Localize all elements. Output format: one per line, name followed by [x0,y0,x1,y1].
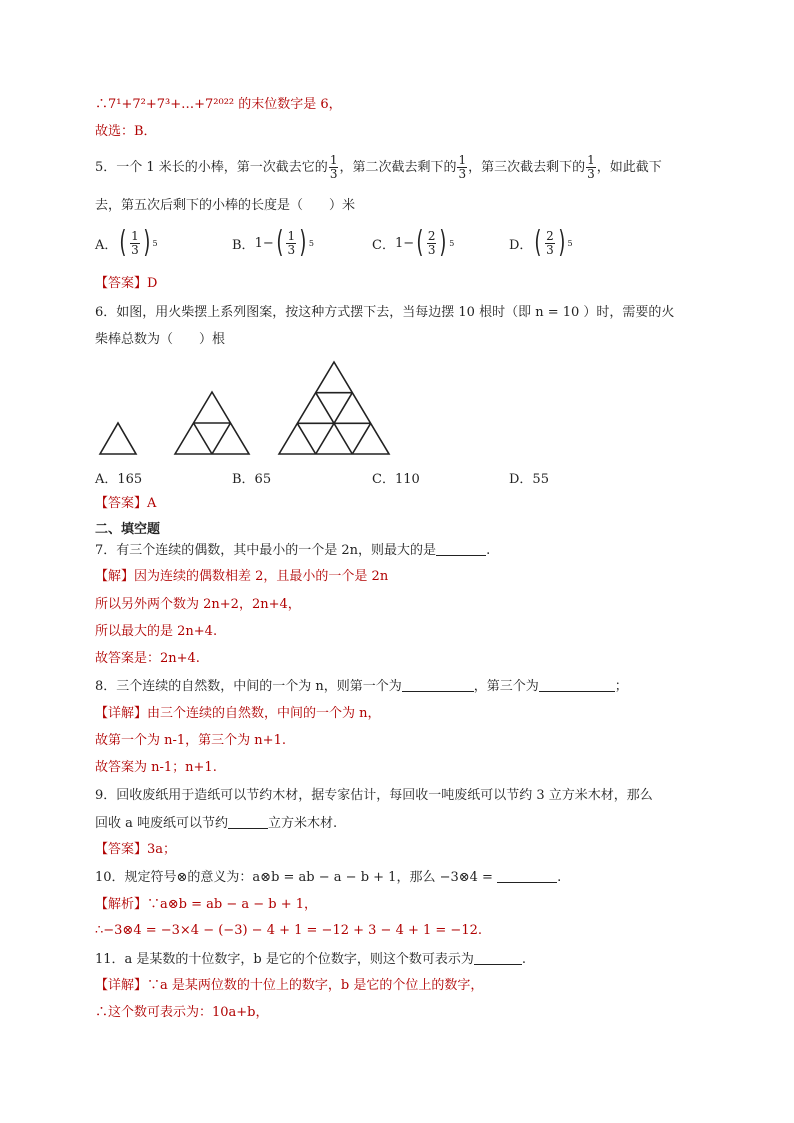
question-6-stem: 6．如图，用火柴摆上系列图案，按这种方式摆下去，当每边摆 10 根时（即 n = 10 ）时，需要的火 [95,305,675,320]
triangle-pattern-2 [175,392,249,454]
option-b: B． 1− ( $\frac{1}{3}$ ) 5 [232,225,314,260]
question-5-stem: 5．一个 1 米长的小棒，第一次截去它的 $\frac{1}{3}$ ，第二次截去剩下的 $\frac{1}{3}$ ，第三次截去剩下的 $\frac{1}{3}$ ，如此截下 [95,153,662,181]
answer-blank [402,677,474,692]
question-9-stem: 9．回收废纸用于造纸可以节约木材，据专家估计，每回收一吨废纸可以节约 3 立方米木材，那么 [95,788,653,803]
triangle-pattern-3 [279,362,389,454]
triangle-pattern-1 [100,423,136,454]
solution-line: 故答案为 n-1；n+1. [95,760,217,775]
question-7-stem: 7．有三个连续的偶数，其中最小的一个是 2n，则最大的是 . [95,543,491,558]
answer-blank [539,677,615,692]
answer-blank [228,814,268,829]
solution-line: ∴7¹+7²+7³+…+7²⁰²² 的末位数字是 6， [95,97,342,112]
solution-line: 故答案是：2n+4. [95,651,200,666]
option-d: D．55 [509,472,549,487]
solution-line: ∴−3⊗4 = −3×4 − (−3) − 4 + 1 = −12 + 3 − 4 + 1 = −12. [95,923,483,938]
question-9-answer: 【答案】3a； [95,842,177,857]
solution-line: 所以另外两个数为 2n+2，2n+4， [95,597,301,612]
option-c: C． 1− ( $\frac{2}{3}$ ) 5 [372,225,455,260]
solution-line: ∴这个数可表示为：10a+b， [95,1005,269,1020]
option-b: B．65 [232,472,272,487]
answer-blank [436,541,486,556]
option-d: D． ( $\frac{2}{3}$ ) 5 [509,225,573,260]
section-heading: 二、填空题 [95,522,161,537]
solution-line: 故第一个为 n-1，第三个为 n+1. [95,733,286,748]
option-a: A．165 [95,472,143,487]
fraction: $\frac{1}{3}$ [587,153,595,181]
question-8-stem: 8．三个连续的自然数，中间的一个为 n，则第一个为 ，第三个为 ； [95,679,628,694]
question-6-options [95,468,715,488]
option-a: A． ( $\frac{1}{3}$ ) 5 [95,225,158,260]
question-6-answer: 【答案】A [95,496,157,511]
question-7-solution: 【解】因为连续的偶数相差 2，且最小的一个是 2n [95,569,389,584]
question-8-solution: 【详解】由三个连续的自然数，中间的一个为 n， [95,706,381,721]
question-10-stem: 10．规定符号⊗的意义为：a⊗b = ab − a − b + 1，那么 −3⊗4 = . [95,870,562,885]
question-5-answer: 【答案】D [95,276,158,291]
question-5-options [95,225,715,264]
answer-blank [497,868,557,883]
question-10-solution: 【解析】∵a⊗b = ab − a − b + 1， [95,897,318,912]
answer-blank [474,950,522,965]
fraction: $\frac{1}{3}$ [329,153,338,181]
question-5-stem-line2: 去，第五次后剩下的小棒的长度是（ ）米 [95,198,356,213]
option-c: C．110 [372,472,420,487]
question-11-solution: 【详解】∵a 是某两位数的十位上的数字，b 是它的个位上的数字， [95,978,484,993]
solution-line: 所以最大的是 2n+4. [95,624,218,639]
question-9-stem-line2: 回收 a 吨废纸可以节约 立方米木材. [95,816,338,831]
question-11-stem: 11．a 是某数的十位数字，b 是它的个位数字，则这个数可表示为 . [95,952,527,967]
question-6-stem-line2: 柴棒总数为（ ）根 [95,332,226,347]
solution-line: 故选：B． [95,124,157,139]
matchstick-triangles-figure [95,358,395,458]
fraction: $\frac{1}{3}$ [458,153,467,181]
